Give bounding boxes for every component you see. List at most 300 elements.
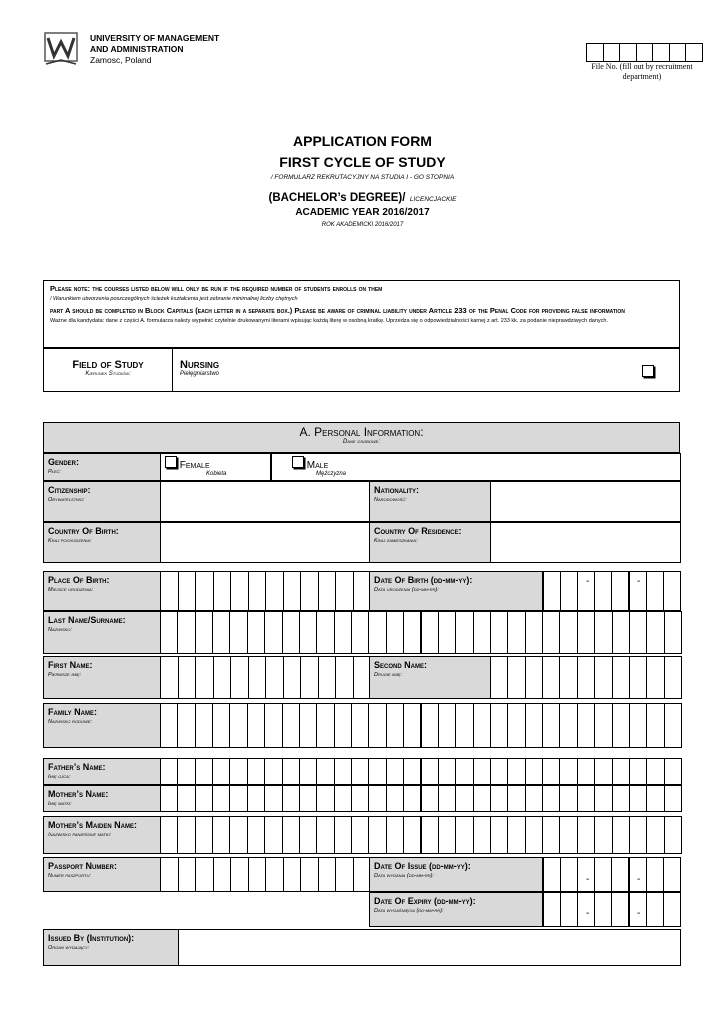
female-checkbox[interactable] (165, 456, 177, 468)
date-of-expiry-box[interactable] (560, 892, 578, 927)
mothers-maiden-name-box[interactable] (542, 816, 560, 854)
last-name-box[interactable] (229, 611, 247, 654)
citizenship-label-text-pl: Obywatelstwo: (48, 497, 85, 503)
place-of-birth-box[interactable] (248, 571, 267, 611)
gender-label (43, 453, 161, 481)
female-label-pl: Kobieta (206, 471, 227, 477)
fathers-name-label-text-pl: Imię ojca: (48, 774, 71, 780)
last-name-box[interactable] (594, 611, 612, 654)
family-name-box[interactable] (507, 703, 525, 748)
form-subtitle-pl: / FORMULARZ REKRUTACYJNY NA STUDIA I - GO STOPNIA (270, 174, 455, 181)
last-name-box[interactable] (264, 611, 282, 654)
mothers-name-box[interactable] (559, 785, 577, 812)
family-name-label (43, 703, 161, 748)
gender-options (160, 453, 681, 481)
mothers-maiden-name-label-text-pl: /nazwisko panieńskie matki: (48, 832, 112, 838)
last-name-box[interactable] (507, 611, 525, 654)
family-name-box[interactable] (299, 703, 317, 748)
first-name-box[interactable] (265, 656, 284, 699)
nationality-input[interactable] (490, 481, 681, 522)
date-of-issue-label-text-pl: Data wydania (dd-mm-rr): (374, 873, 434, 879)
mothers-name-box[interactable] (160, 785, 178, 812)
place-of-birth-label-text: Place Of Birth: (48, 575, 110, 585)
file-number-label: File No. (fill out by recruitment department) (591, 62, 693, 81)
fathers-name-box[interactable] (542, 758, 560, 785)
first-name-box[interactable] (318, 656, 337, 699)
place-of-birth-box[interactable] (283, 571, 302, 611)
fathers-name-box[interactable] (473, 758, 491, 785)
date-of-birth-box[interactable] (646, 571, 664, 611)
second-name-box[interactable] (646, 656, 664, 699)
family-name-box[interactable] (195, 703, 213, 748)
fathers-name-box[interactable] (299, 758, 317, 785)
mothers-maiden-name-box[interactable] (612, 816, 630, 854)
last-name-label-text-pl: Nazwisko: (48, 627, 72, 633)
last-name-box[interactable] (664, 611, 682, 654)
academic-year-pl: ROK AKADEMICKI 2016/2017 (321, 222, 404, 228)
date-separator: - (637, 576, 641, 587)
fathers-name-box[interactable] (559, 758, 577, 785)
mothers-maiden-name-box[interactable] (264, 816, 282, 854)
mothers-name-box[interactable] (177, 785, 195, 812)
last-name-box[interactable] (438, 611, 456, 654)
mothers-name-box[interactable] (490, 785, 508, 812)
citizenship-input[interactable] (160, 481, 370, 522)
date-separator: - (637, 908, 641, 919)
fathers-name-box[interactable] (212, 758, 230, 785)
mothers-maiden-name-box[interactable] (386, 816, 404, 854)
mothers-maiden-name-box[interactable] (421, 816, 439, 854)
date-of-expiry-box[interactable] (646, 892, 664, 927)
fathers-name-box[interactable] (664, 758, 682, 785)
country-of-residence-label (369, 522, 491, 563)
passport-number-label-text: Passport Number: (48, 861, 118, 871)
section-a-header (43, 422, 680, 453)
mothers-maiden-name-box[interactable] (334, 816, 352, 854)
date-of-expiry-label-text: Date Of Expiry (dd-mm-yy): (374, 896, 476, 906)
passport-number-box[interactable] (265, 857, 284, 892)
date-of-birth-box[interactable] (560, 571, 578, 611)
mothers-maiden-name-box[interactable] (177, 816, 195, 854)
date-of-expiry-label (369, 892, 543, 927)
mothers-name-box[interactable] (612, 785, 630, 812)
mothers-name-label-text: Mother’s Name: (48, 789, 109, 799)
mothers-name-box[interactable] (264, 785, 282, 812)
date-of-issue-label-text: Date Of Issue (dd-mm-yy): (374, 861, 471, 871)
date-of-issue-box[interactable] (646, 857, 664, 892)
place-of-birth-label (43, 571, 161, 611)
issued-by-label-text-pl: Organ wydający: (48, 945, 90, 951)
family-name-box[interactable] (525, 703, 543, 748)
family-name-box[interactable] (351, 703, 369, 748)
family-name-box[interactable] (229, 703, 247, 748)
mothers-maiden-name-label (43, 816, 161, 854)
gender-divider (270, 453, 272, 481)
family-name-box[interactable] (646, 703, 664, 748)
family-name-box[interactable] (559, 703, 577, 748)
family-name-box[interactable] (368, 703, 386, 748)
fathers-name-box[interactable] (334, 758, 352, 785)
mothers-maiden-name-box[interactable] (490, 816, 508, 854)
fathers-name-label-text: Father’s Name: (48, 762, 106, 772)
first-name-box[interactable] (300, 656, 319, 699)
mothers-name-box[interactable] (247, 785, 265, 812)
date-of-birth-box[interactable] (594, 571, 612, 611)
family-name-box[interactable] (247, 703, 265, 748)
date-separator: - (586, 874, 590, 885)
date-separator: - (586, 576, 590, 587)
last-name-box[interactable] (646, 611, 664, 654)
field-label: Field of Study (72, 359, 144, 371)
country-of-residence-label-text-pl: Kraj zamieszkania: (374, 538, 418, 544)
date-of-issue-box[interactable] (560, 857, 578, 892)
mothers-name-box[interactable] (334, 785, 352, 812)
date-of-issue-box[interactable] (611, 857, 629, 892)
mothers-maiden-name-box[interactable] (160, 816, 178, 854)
family-name-box[interactable] (403, 703, 421, 748)
mothers-name-box[interactable] (646, 785, 664, 812)
second-name-box[interactable] (664, 656, 682, 699)
country-of-birth-label-text-pl: Kraj pochodzenia: (48, 538, 92, 544)
mothers-name-box[interactable] (577, 785, 595, 812)
date-of-expiry-box[interactable] (663, 892, 681, 927)
mothers-name-box[interactable] (282, 785, 300, 812)
family-name-label-text: Family Name: (48, 707, 97, 717)
last-name-box[interactable] (247, 611, 265, 654)
passport-number-box[interactable] (248, 857, 267, 892)
date-of-birth-box[interactable] (543, 571, 561, 611)
date-of-issue-box[interactable] (594, 857, 612, 892)
mothers-name-box[interactable] (212, 785, 230, 812)
family-name-box[interactable] (212, 703, 230, 748)
nationality-label-text: Nationality: (374, 485, 420, 495)
mothers-maiden-name-box[interactable] (455, 816, 473, 854)
mothers-maiden-name-box[interactable] (438, 816, 456, 854)
family-name-box[interactable] (438, 703, 456, 748)
mothers-maiden-name-box[interactable] (629, 816, 647, 854)
nationality-label-text-pl: Narodowość: (374, 497, 407, 503)
passport-number-box[interactable] (195, 857, 214, 892)
second-name-box[interactable] (577, 656, 595, 699)
mothers-name-box[interactable] (664, 785, 682, 812)
field-value: Nursing (180, 359, 220, 371)
family-name-box[interactable] (160, 703, 178, 748)
place-of-birth-box[interactable] (318, 571, 337, 611)
fathers-name-box[interactable] (229, 758, 247, 785)
country-of-birth-label-text: Country Of Birth: (48, 526, 119, 536)
passport-number-box[interactable] (213, 857, 232, 892)
place-of-birth-box[interactable] (300, 571, 319, 611)
first-name-box[interactable] (335, 656, 354, 699)
second-name-box[interactable] (629, 656, 647, 699)
passport-number-box[interactable] (160, 857, 179, 892)
male-checkbox[interactable] (292, 456, 304, 468)
fathers-name-box[interactable] (160, 758, 178, 785)
fathers-name-box[interactable] (577, 758, 595, 785)
issued-by-label (43, 929, 179, 966)
mothers-name-box[interactable] (403, 785, 421, 812)
mothers-name-box[interactable] (316, 785, 334, 812)
mothers-name-box[interactable] (542, 785, 560, 812)
second-name-box[interactable] (525, 656, 543, 699)
family-name-label-text-pl: Nazwisko rodowe: (48, 719, 92, 725)
form-subtitle: FIRST CYCLE OF STUDY (279, 154, 446, 170)
fathers-name-box[interactable] (438, 758, 456, 785)
passport-number-label-text-pl: Numer paszportu: (48, 873, 91, 879)
field-value-pl: Pielęgniarstwo (180, 371, 220, 377)
mothers-name-box[interactable] (421, 785, 439, 812)
mothers-maiden-name-box[interactable] (525, 816, 543, 854)
family-name-box[interactable] (612, 703, 630, 748)
first-name-box[interactable] (230, 656, 249, 699)
date-of-birth-box[interactable] (611, 571, 629, 611)
last-name-label-text: Last Name/Surname: (48, 615, 126, 625)
mothers-maiden-name-box[interactable] (594, 816, 612, 854)
fathers-name-box[interactable] (247, 758, 265, 785)
issued-by-input[interactable] (178, 929, 681, 966)
mothers-name-box[interactable] (525, 785, 543, 812)
gender-label-text: Gender: (48, 457, 80, 467)
first-name-box[interactable] (213, 656, 232, 699)
date-of-expiry-box[interactable] (543, 892, 561, 927)
mothers-name-box[interactable] (594, 785, 612, 812)
place-of-birth-label-text-pl: Miejsce urodzenia: (48, 587, 94, 593)
mothers-maiden-name-box[interactable] (368, 816, 386, 854)
first-name-box[interactable] (195, 656, 214, 699)
fathers-name-box[interactable] (351, 758, 369, 785)
family-name-box[interactable] (282, 703, 300, 748)
second-name-box[interactable] (612, 656, 630, 699)
date-of-birth-label-text: Date Of Birth (dd-mm-yy): (374, 575, 473, 585)
first-name-box[interactable] (178, 656, 197, 699)
fathers-name-box[interactable] (525, 758, 543, 785)
date-of-birth-label (369, 571, 543, 611)
last-name-box[interactable] (177, 611, 195, 654)
last-name-box[interactable] (351, 611, 369, 654)
last-name-box[interactable] (282, 611, 300, 654)
nursing-checkbox[interactable] (642, 365, 654, 377)
fathers-name-box[interactable] (282, 758, 300, 785)
gender-label-text-pl: Płeć: (48, 469, 61, 475)
family-name-box[interactable] (421, 703, 439, 748)
mothers-maiden-name-box[interactable] (559, 816, 577, 854)
last-name-box[interactable] (403, 611, 421, 654)
family-name-box[interactable] (594, 703, 612, 748)
section-a-title: A. Personal Information: (299, 425, 424, 439)
date-of-expiry-box[interactable] (611, 892, 629, 927)
first-name-label-text-pl: Pierwsze imię: (48, 672, 82, 678)
mothers-maiden-name-box[interactable] (646, 816, 664, 854)
fathers-name-box[interactable] (612, 758, 630, 785)
date-of-issue-box[interactable] (543, 857, 561, 892)
last-name-box[interactable] (490, 611, 508, 654)
fathers-name-box[interactable] (507, 758, 525, 785)
fathers-name-box[interactable] (195, 758, 213, 785)
passport-number-box[interactable] (283, 857, 302, 892)
mothers-name-box[interactable] (455, 785, 473, 812)
last-name-box[interactable] (612, 611, 630, 654)
mothers-name-box[interactable] (629, 785, 647, 812)
university-name: UNIVERSITY OF MANAGEMENT AND ADMINISTRATION Zamosc, Poland (90, 33, 220, 65)
second-name-box[interactable] (542, 656, 560, 699)
country-of-birth-label (43, 522, 161, 563)
mothers-maiden-name-box[interactable] (299, 816, 317, 854)
mothers-name-box[interactable] (438, 785, 456, 812)
mothers-maiden-name-box[interactable] (403, 816, 421, 854)
date-separator: - (586, 908, 590, 919)
mothers-maiden-name-label-text: Mother’s Maiden Name: (48, 820, 137, 830)
mothers-name-box[interactable] (507, 785, 525, 812)
fathers-name-box[interactable] (403, 758, 421, 785)
family-name-box[interactable] (316, 703, 334, 748)
mothers-name-box[interactable] (386, 785, 404, 812)
mothers-maiden-name-box[interactable] (577, 816, 595, 854)
male-label-pl: Mężczyzna (316, 471, 347, 477)
fathers-name-label (43, 758, 161, 785)
first-name-box[interactable] (160, 656, 179, 699)
mothers-maiden-name-box[interactable] (282, 816, 300, 854)
place-of-birth-box[interactable] (265, 571, 284, 611)
country-of-residence-label-text: Country Of Residence: (374, 526, 462, 536)
passport-number-box[interactable] (335, 857, 354, 892)
mothers-maiden-name-box[interactable] (473, 816, 491, 854)
academic-year: ACADEMIC YEAR 2016/2017 (295, 207, 430, 218)
fathers-name-box[interactable] (594, 758, 612, 785)
mothers-maiden-name-box[interactable] (229, 816, 247, 854)
second-name-box[interactable] (559, 656, 577, 699)
first-name-label (43, 656, 161, 699)
mothers-name-box[interactable] (229, 785, 247, 812)
mothers-maiden-name-box[interactable] (247, 816, 265, 854)
date-of-expiry-box[interactable] (594, 892, 612, 927)
last-name-box[interactable] (299, 611, 317, 654)
last-name-box[interactable] (455, 611, 473, 654)
fathers-name-box[interactable] (646, 758, 664, 785)
family-name-box[interactable] (629, 703, 647, 748)
last-name-label (43, 611, 161, 654)
passport-number-box[interactable] (230, 857, 249, 892)
last-name-box[interactable] (629, 611, 647, 654)
last-name-box[interactable] (316, 611, 334, 654)
family-name-box[interactable] (473, 703, 491, 748)
mothers-name-box[interactable] (195, 785, 213, 812)
last-name-box[interactable] (212, 611, 230, 654)
family-name-box[interactable] (334, 703, 352, 748)
last-name-box[interactable] (473, 611, 491, 654)
first-name-box[interactable] (248, 656, 267, 699)
first-name-box[interactable] (283, 656, 302, 699)
university-logo (44, 32, 78, 68)
passport-number-box[interactable] (300, 857, 319, 892)
family-name-box[interactable] (264, 703, 282, 748)
form-title: APPLICATION FORM (293, 133, 432, 149)
mothers-name-label (43, 785, 161, 812)
section-a-title-pl: Dane osobowe: (342, 439, 380, 445)
degree-line: (BACHELOR’s DEGREE)/ LICENCJACKIE (268, 192, 457, 204)
family-name-box[interactable] (177, 703, 195, 748)
place-of-birth-box[interactable] (213, 571, 232, 611)
family-name-box[interactable] (490, 703, 508, 748)
fathers-name-box[interactable] (316, 758, 334, 785)
last-name-box[interactable] (577, 611, 595, 654)
fathers-name-box[interactable] (368, 758, 386, 785)
fathers-name-box[interactable] (629, 758, 647, 785)
second-name-label (369, 656, 491, 699)
date-of-issue-label (369, 857, 543, 892)
date-of-expiry-label-text-pl: Data wygaśnięcia (dd-mm-rr): (374, 908, 444, 914)
date-of-birth-label-text-pl: Data urodzenia (dd-mm-rr): (374, 587, 439, 593)
fathers-name-box[interactable] (455, 758, 473, 785)
file-number-boxes[interactable] (586, 43, 703, 62)
mothers-name-box[interactable] (473, 785, 491, 812)
last-name-box[interactable] (368, 611, 386, 654)
mothers-name-box[interactable] (351, 785, 369, 812)
mothers-name-box[interactable] (299, 785, 317, 812)
place-of-birth-box[interactable] (160, 571, 179, 611)
citizenship-label-text: Citizenship: (48, 485, 91, 495)
date-of-issue-box[interactable] (663, 857, 681, 892)
date-of-birth-box[interactable] (663, 571, 681, 611)
fathers-name-box[interactable] (386, 758, 404, 785)
last-name-box[interactable] (559, 611, 577, 654)
fathers-name-box[interactable] (490, 758, 508, 785)
passport-number-box[interactable] (178, 857, 197, 892)
passport-number-box[interactable] (318, 857, 337, 892)
family-name-box[interactable] (542, 703, 560, 748)
second-name-box[interactable] (507, 656, 525, 699)
mothers-maiden-name-box[interactable] (316, 816, 334, 854)
female-label: Female (179, 460, 210, 471)
passport-number-label (43, 857, 161, 892)
fathers-name-box[interactable] (177, 758, 195, 785)
second-name-box[interactable] (490, 656, 508, 699)
family-name-box[interactable] (577, 703, 595, 748)
fathers-name-box[interactable] (264, 758, 282, 785)
family-name-box[interactable] (386, 703, 404, 748)
field-label-pl: Kierunek Studiów: (85, 371, 131, 377)
nationality-label (369, 481, 491, 522)
last-name-box[interactable] (421, 611, 439, 654)
last-name-box[interactable] (386, 611, 404, 654)
place-of-birth-box[interactable] (335, 571, 354, 611)
family-name-box[interactable] (455, 703, 473, 748)
mothers-name-box[interactable] (368, 785, 386, 812)
last-name-box[interactable] (160, 611, 178, 654)
country-of-residence-input[interactable] (490, 522, 681, 563)
second-name-box[interactable] (594, 656, 612, 699)
second-name-label-text: Second Name: (374, 660, 428, 670)
last-name-box[interactable] (334, 611, 352, 654)
country-of-birth-input[interactable] (160, 522, 370, 563)
fathers-name-box[interactable] (421, 758, 439, 785)
place-of-birth-box[interactable] (195, 571, 214, 611)
issued-by-label-text: Issued By (Institution): (48, 933, 135, 943)
mothers-name-label-text-pl: Imię matki: (48, 801, 72, 807)
place-of-birth-box[interactable] (178, 571, 197, 611)
mothers-maiden-name-box[interactable] (507, 816, 525, 854)
mothers-maiden-name-box[interactable] (212, 816, 230, 854)
last-name-box[interactable] (542, 611, 560, 654)
first-name-label-text: First Name: (48, 660, 93, 670)
family-name-box[interactable] (664, 703, 682, 748)
mothers-maiden-name-box[interactable] (195, 816, 213, 854)
mothers-maiden-name-box[interactable] (351, 816, 369, 854)
date-separator: - (637, 874, 641, 885)
mothers-maiden-name-box[interactable] (664, 816, 682, 854)
last-name-box[interactable] (525, 611, 543, 654)
last-name-box[interactable] (195, 611, 213, 654)
place-of-birth-box[interactable] (230, 571, 249, 611)
